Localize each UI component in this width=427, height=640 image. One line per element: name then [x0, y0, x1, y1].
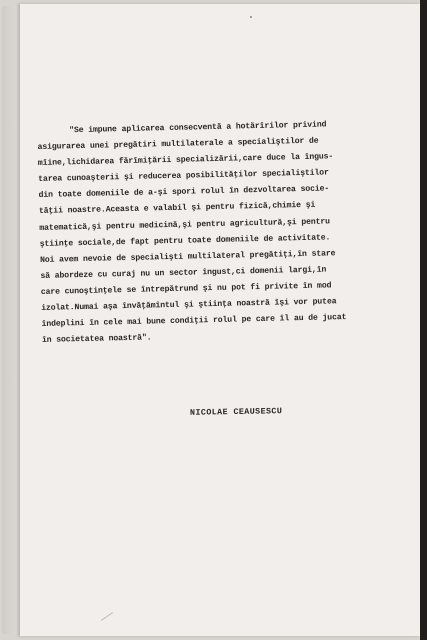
quote-line: ştiinţe sociale,de fapt pentru toate domeniile de activitate.: [39, 233, 331, 249]
ink-speck: [250, 16, 252, 18]
paper-mark: [101, 612, 113, 621]
quote-line: matematică,şi pentru medicină,şi pentru agricultură,şi pentru: [39, 216, 330, 233]
quote-line: tăţii noastre.Aceasta e valabil şi pentru fizică,chimie şi: [38, 201, 316, 217]
quote-line: care cunoştinţele se întrepătrund şi nu pot fi privite în mod: [40, 281, 332, 297]
quote-line: să abordeze cu curaj nu un sector îngust,ci domenii largi,în: [40, 265, 327, 281]
quote-paragraph: [37, 116, 394, 349]
quote-line: asigurarea unei pregătiri multilaterale a specialiştilor de: [37, 136, 319, 153]
quote-line: din toate domeniile de a-şi spori rolul în dezvoltarea socie-: [38, 184, 330, 201]
quote-line: îndeplini în cele mai bune condiţii rolul pe care îl au de jucat: [41, 313, 347, 330]
scan-border: [420, 0, 427, 640]
quote-line: mîine,lichidarea fărîmiţării specializării,care duce la îngus-: [37, 152, 334, 169]
quote-line: izolat.Numai aşa învăţămîntul şi ştiinţa noastră îşi vor putea: [41, 297, 337, 313]
quote-line: tarea cunoaşterii şi reducerea posibilităţilor specialiştilor: [38, 168, 329, 185]
quote-line: în societatea noastră".: [41, 333, 152, 346]
quote-line: "Se impune aplicarea consecventă a hotărîrilor privind: [69, 120, 327, 136]
quote-author: NICOLAE CEAUSESCU: [189, 406, 283, 418]
quote-line: Noi avem nevoie de specialişti multilateral pregătiţi,în stare: [39, 249, 336, 265]
